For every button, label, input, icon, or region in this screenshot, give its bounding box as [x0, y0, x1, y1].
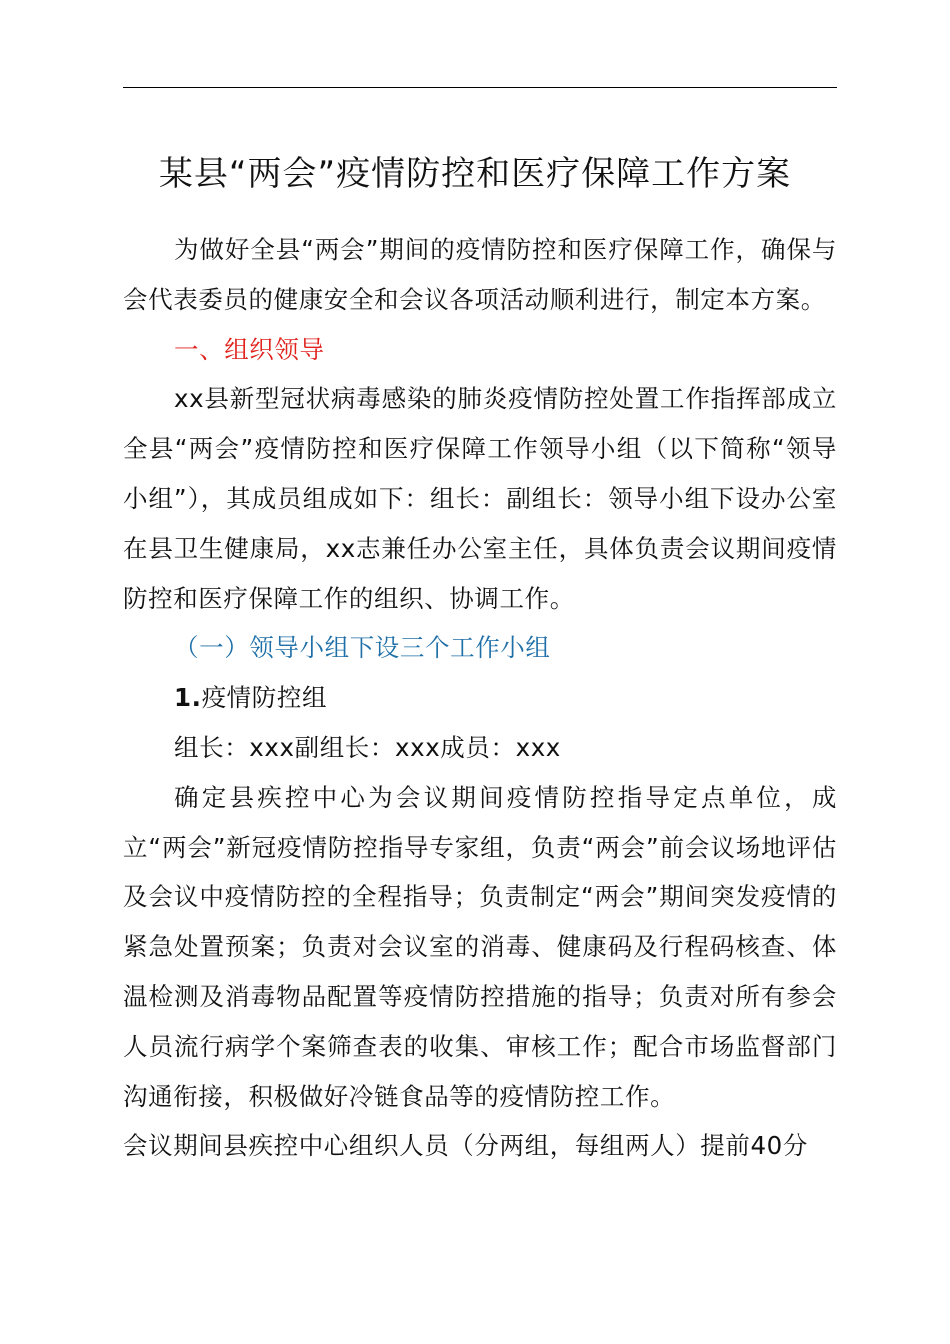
item-continuation-line: 会议期间县疾控中心组织人员（分两组，每组两人）提前40分	[123, 1131, 808, 1161]
item-body-paragraph: 确定县疾控中心为会议期间疫情防控指导定点单位，成立“两会”新冠疫情防控指导专家组，负责“两会”前会议场地评估及会议中疫情防控的全程指导；负责制定“两会”期间突发疫情的紧急处置预案；负责对会议室的消毒、健康码及行程码核查、体温检测及消毒物品配置等疫情防控措施的指导；负责对所有参会人员流行病学个案筛查表的收集、审核工作；配合市场监督部门沟通衔接，积极做好冷链食品等的疫情防控工作。	[123, 782, 837, 1111]
section-heading-organization: 一、组织领导	[174, 334, 325, 364]
item-heading-epidemic-control-group	[123, 673, 837, 723]
item-members-line: 组长：xxx副组长：xxx成员：xxx	[174, 732, 561, 762]
item-title: 疫情防控组	[201, 683, 328, 713]
document-title: 某县“两会”疫情防控和医疗保障工作方案	[158, 154, 792, 194]
document-body	[123, 225, 837, 1171]
subsection-heading-working-groups: （一）领导小组下设三个工作小组	[174, 633, 551, 663]
intro-paragraph: 为做好全县“两会”期间的疫情防控和医疗保障工作，确保与会代表委员的健康安全和会议各项活动顺利进行，制定本方案。	[123, 235, 837, 314]
item-number: 1.	[174, 683, 202, 713]
section-organization-paragraph: xx县新型冠状病毒感染的肺炎疫情防控处置工作指挥部成立全县“两会”疫情防控和医疗保障工作领导小组（以下简称“领导小组”），其成员组成如下：组长：副组长：领导小组下设办公室在县卫生健康局，xx志兼任办公室主任，具体负责会议期间疫情防控和医疗保障工作的组织、协调工作。	[123, 384, 837, 613]
header-rule	[123, 87, 837, 88]
